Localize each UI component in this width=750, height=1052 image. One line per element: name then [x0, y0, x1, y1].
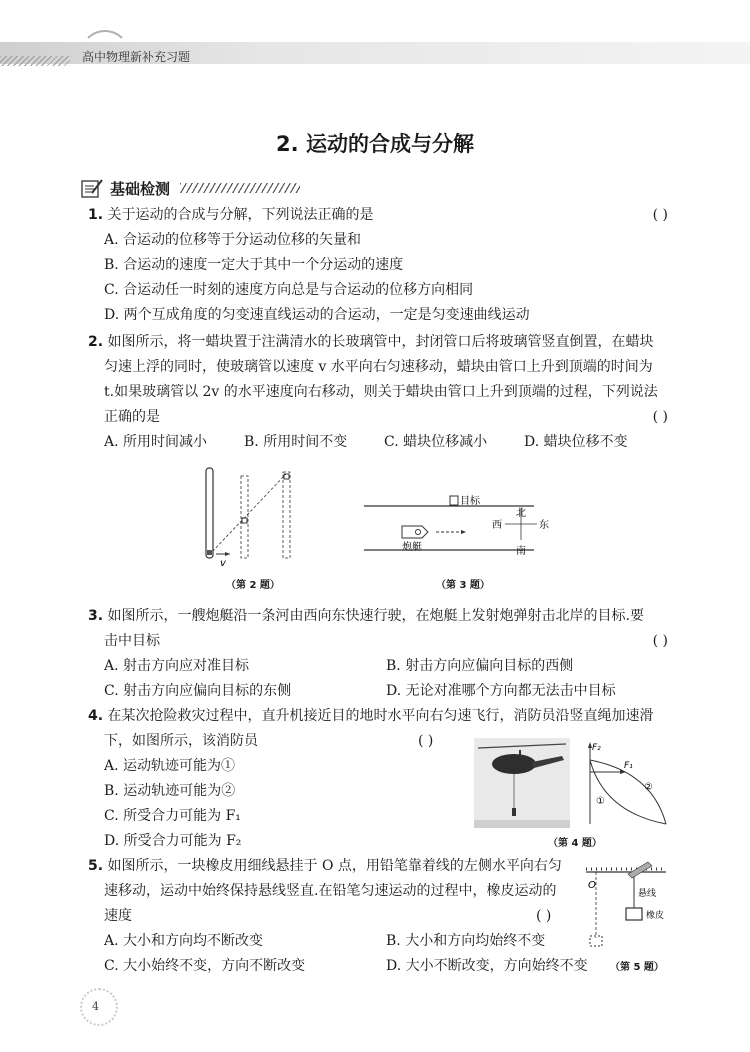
figure-3-diagram — [364, 486, 554, 568]
eraser-label: 橡皮 — [646, 911, 665, 921]
page-gear-decoration — [80, 988, 118, 1026]
question-stem-line: 如图所示，一块橡皮用细线悬挂于 O 点，用铅笔靠着线的左侧水平向右匀 — [107, 858, 562, 874]
target-icon — [450, 496, 458, 505]
question-stem-line: 如图所示，一艘炮艇沿一条河由西向东快速行驶，在炮艇上发射炮弹射击北岸的目标.要 — [107, 608, 644, 624]
question-4 — [88, 704, 668, 854]
question-number: 4. — [88, 708, 104, 724]
figure-3-caption: （第 3 题） — [436, 580, 490, 591]
answer-parenthesis: ( ) — [652, 207, 668, 223]
book-series-title: 高中物理新补充习题 — [82, 50, 191, 64]
question-stem-line: t.如果玻璃管以 2v 的水平速度向右移动，则关于蜡块由管口上升到顶端的过程，下列说法 — [104, 384, 658, 400]
question-1 — [88, 203, 668, 328]
section-heading — [80, 176, 300, 200]
answer-parenthesis: ( ) — [652, 633, 668, 649]
option-b: B. 运动轨迹可能为② — [104, 783, 236, 799]
compass-south: 南 — [516, 546, 526, 557]
target-label: 目标 — [460, 496, 480, 507]
question-number: 3. — [88, 608, 104, 624]
option-a: A. 合运动的位移等于分运动位移的矢量和 — [104, 232, 362, 248]
point-o-label: O — [588, 880, 596, 891]
option-a: A. 运动轨迹可能为① — [104, 758, 236, 774]
option-d: D. 两个互成角度的匀变速直线运动的合运动，一定是匀变速曲线运动 — [104, 307, 530, 323]
question-number: 2. — [88, 334, 104, 350]
option-c: C. 射击方向应偏向目标的东侧 — [104, 683, 292, 699]
force-f2-label: F₂ — [592, 743, 601, 753]
question-3 — [88, 604, 668, 704]
question-stem-line: 速度 — [104, 908, 132, 924]
answer-parenthesis: ( ) — [652, 409, 668, 425]
option-c: C. 蜡块位移减小 — [384, 434, 488, 450]
option-d: D. 大小不断改变，方向始终不变 — [386, 958, 588, 974]
force-f1-label: F₁ — [624, 761, 633, 771]
notepad-icon — [80, 177, 104, 199]
header-decoration — [0, 56, 70, 66]
figure-5-diagram — [582, 862, 672, 954]
figure-2-diagram — [196, 462, 306, 569]
section-zigzag-decoration — [180, 183, 300, 193]
question-stem-line: 下，如图所示，该消防员 — [104, 733, 258, 749]
page-number: 4 — [92, 1000, 99, 1013]
figure-4-caption: （第 4 题） — [548, 838, 602, 849]
option-a: A. 所用时间减小 — [104, 434, 208, 450]
trajectory-2-label: ② — [644, 782, 653, 793]
compass-west: 西 — [492, 520, 502, 531]
option-d: D. 无论对准哪个方向都无法击中目标 — [386, 683, 616, 699]
answer-parenthesis: ( ) — [418, 733, 434, 749]
eraser-block — [626, 908, 642, 920]
question-number: 5. — [88, 858, 104, 874]
compass-east: 东 — [539, 520, 549, 531]
figure-2-caption: （第 2 题） — [226, 580, 280, 591]
option-b: B. 大小和方向均始终不变 — [386, 933, 546, 949]
question-stem-line: 匀速上浮的同时，使玻璃管以速度 v 水平向右匀速移动，蜡块由管口上升到顶端的时间为 — [104, 359, 653, 375]
gunboat-label: 炮艇 — [402, 542, 422, 553]
option-a: A. 射击方向应对准目标 — [104, 658, 250, 674]
question-number: 1. — [88, 207, 104, 223]
figure-4-graph — [582, 738, 672, 828]
option-c: C. 所受合力可能为 F₁ — [104, 808, 241, 824]
compass-north: 北 — [516, 508, 526, 519]
option-c: C. 大小始终不变，方向不断改变 — [104, 958, 306, 974]
question-stem-line: 如图所示，将一蜡块置于注满清水的长玻璃管中，封闭管口后将玻璃管竖直倒置，在蜡块 — [107, 334, 654, 350]
question-stem: 关于运动的合成与分解，下列说法正确的是 — [107, 207, 374, 223]
trajectory-1-label: ① — [596, 796, 605, 807]
option-c: C. 合运动任一时刻的速度方向总是与合运动的位移方向相同 — [104, 282, 474, 298]
question-stem-line: 速移动，运动中始终保持悬线竖直.在铅笔匀速运动的过程中，橡皮运动的 — [104, 883, 557, 899]
option-b: B. 所用时间不变 — [244, 434, 348, 450]
question-stem-line: 在某次抢险救灾过程中，直升机接近目的地时水平向右匀速飞行，消防员沿竖直绳加速滑 — [107, 708, 654, 724]
question-5 — [88, 854, 668, 979]
helicopter-photo — [474, 738, 570, 828]
option-b: B. 合运动的速度一定大于其中一个分运动的速度 — [104, 257, 404, 273]
velocity-label: v — [220, 558, 226, 569]
page-title: 2. 运动的合成与分解 — [276, 132, 474, 156]
option-a: A. 大小和方向均不断改变 — [104, 933, 264, 949]
option-b: B. 射击方向应偏向目标的西侧 — [386, 658, 574, 674]
question-stem-line: 正确的是 — [104, 409, 160, 425]
section-label: 基础检测 — [110, 179, 171, 198]
option-d: D. 蜡块位移不变 — [524, 434, 628, 450]
answer-parenthesis: ( ) — [536, 908, 552, 924]
question-stem-line: 击中目标 — [104, 633, 160, 649]
question-2 — [88, 330, 668, 455]
figure-5-caption: （第 5 题） — [610, 962, 664, 973]
option-d: D. 所受合力可能为 F₂ — [104, 833, 242, 849]
string-label: 悬线 — [638, 889, 657, 899]
